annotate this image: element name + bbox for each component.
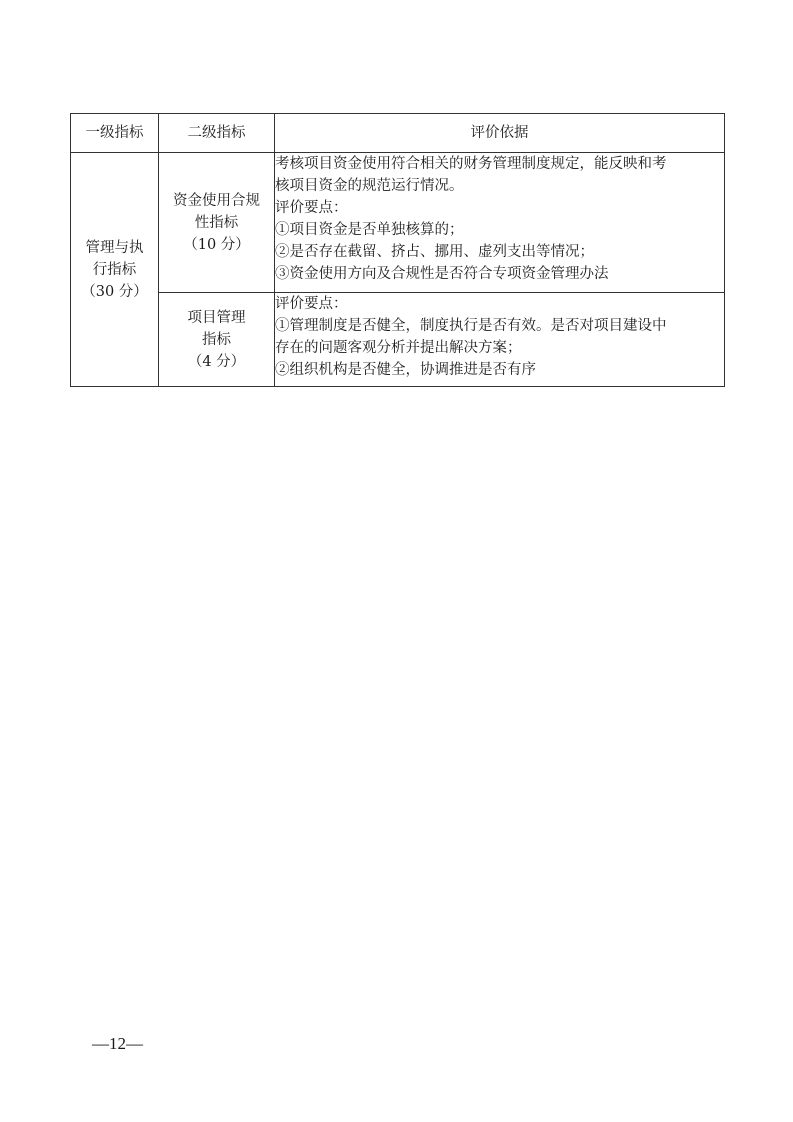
secondary-indicator-score: （4 分） (187, 353, 246, 370)
basis-line: ②是否存在截留、挤占、挪用、虚列支出等情况； (275, 244, 594, 260)
secondary-indicator-name-line: 性指标 (194, 214, 239, 231)
secondary-indicator-name-line: 指标 (202, 331, 231, 348)
basis-line: ③资金使用方向及合规性是否符合专项资金管理办法 (275, 266, 609, 282)
header-primary-indicator: 一级指标 (71, 114, 159, 153)
basis-line: ②组织机构是否健全，协调推进是否有序 (275, 362, 536, 378)
secondary-indicator-name-line: 项目管理 (187, 309, 246, 326)
basis-line: ①项目资金是否单独核算的； (275, 222, 464, 238)
secondary-indicator-name-line: 资金使用合规 (173, 192, 260, 209)
evaluation-basis-cell (275, 153, 725, 293)
secondary-indicator-cell (159, 153, 275, 293)
evaluation-basis-cell (275, 293, 725, 387)
basis-line: 存在的问题客观分析并提出解决方案； (275, 340, 522, 356)
secondary-indicator-cell (159, 293, 275, 387)
secondary-indicator-score: （10 分） (183, 236, 250, 253)
table-header-row (71, 114, 725, 153)
page-number: —12— (92, 1034, 143, 1053)
table-row (71, 293, 725, 387)
primary-indicator-score: （30 分） (81, 283, 148, 300)
basis-line: 评价要点： (275, 200, 348, 216)
table-row (71, 153, 725, 293)
primary-indicator-cell (71, 153, 159, 387)
header-evaluation-basis: 评价依据 (275, 114, 725, 153)
header-secondary-indicator: 二级指标 (159, 114, 275, 153)
basis-line: 考核项目资金使用符合相关的财务管理制度规定，能反映和考 (275, 156, 667, 172)
basis-line: 核项目资金的规范运行情况。 (275, 178, 464, 194)
basis-line: ①管理制度是否健全，制度执行是否有效。是否对项目建设中 (275, 318, 667, 334)
primary-indicator-name-line: 管理与执 (85, 239, 144, 256)
basis-line: 评价要点： (275, 296, 348, 312)
evaluation-table (70, 113, 725, 387)
primary-indicator-name-line: 行指标 (92, 261, 137, 278)
